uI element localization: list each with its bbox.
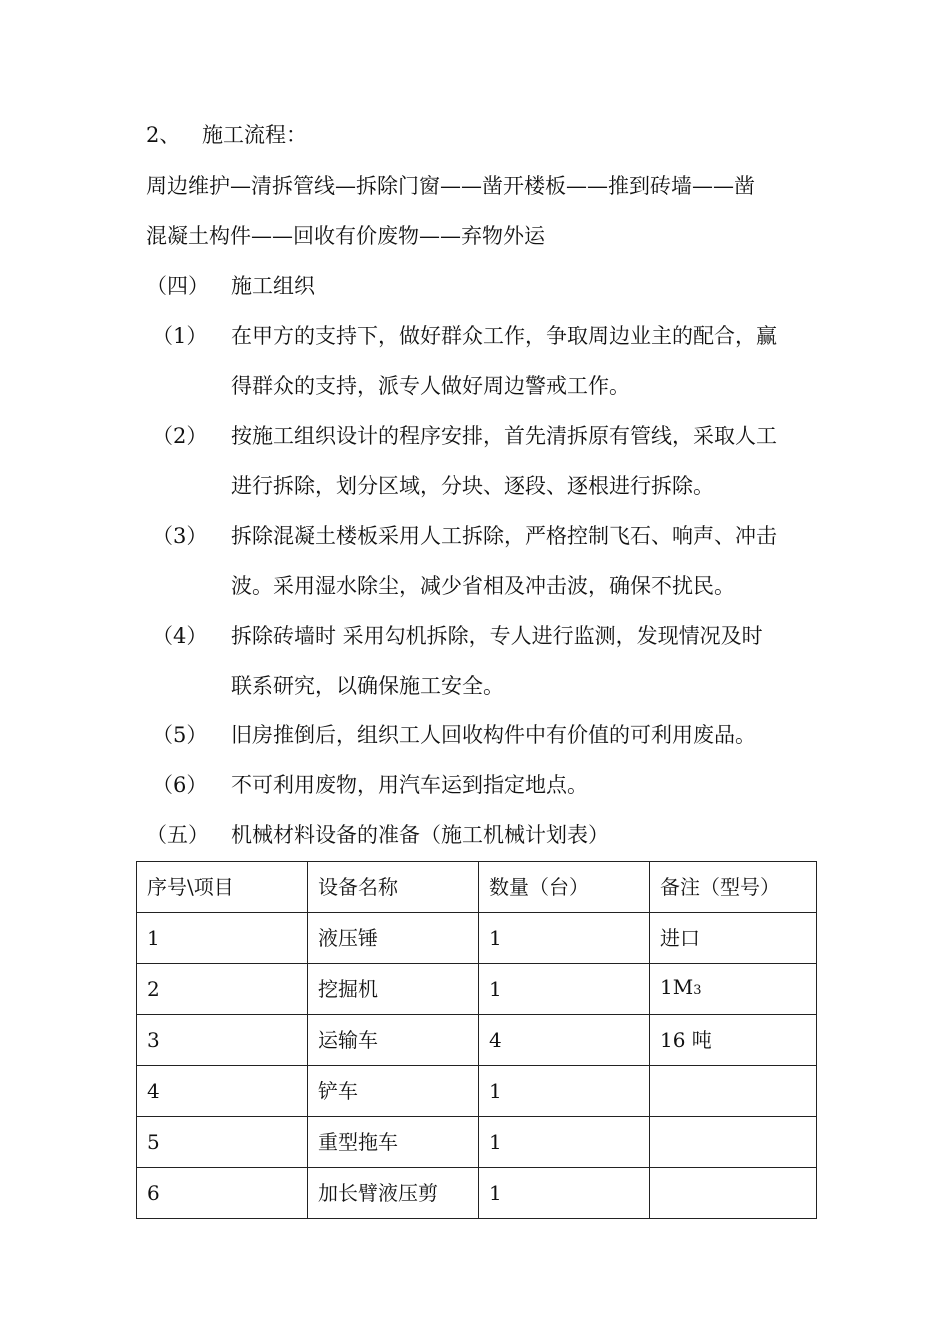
flow-line-1: 周边维护—清拆管线—拆除门窗——凿开楼板——推到砖墙——凿 <box>146 174 755 198</box>
section-5-number: （五） <box>146 823 209 847</box>
table-header-row <box>137 862 817 913</box>
item-line: 波。采用湿水除尘，减少省相及冲击波，确保不扰民。 <box>231 574 735 598</box>
item-line: 拆除混凝土楼板采用人工拆除，严格控制飞石、响声、冲击 <box>231 524 777 548</box>
section-2-number: 2、 <box>146 123 181 147</box>
item-number: （4） <box>152 624 208 648</box>
section-2-title: 施工流程： <box>202 123 307 147</box>
item-line: 在甲方的支持下，做好群众工作，争取周边业主的配合，赢 <box>231 324 777 348</box>
section-5-title: 机械材料设备的准备（施工机械计划表） <box>231 823 609 847</box>
table-cell <box>650 1168 817 1219</box>
table-cell: 挖掘机 <box>308 964 479 1015</box>
section-4-number: （四） <box>146 274 209 298</box>
table-cell: 运输车 <box>308 1015 479 1066</box>
table-cell: 5 <box>137 1117 308 1168</box>
table-header-cell: 设备名称 <box>308 862 479 913</box>
item-number: （3） <box>152 524 208 548</box>
table-row <box>137 964 817 1015</box>
table-cell: 1 <box>479 1066 650 1117</box>
item-line: 拆除砖墙时 采用勾机拆除，专人进行监测，发现情况及时 <box>231 624 763 648</box>
table-cell: 4 <box>479 1015 650 1066</box>
table-cell: 铲车 <box>308 1066 479 1117</box>
item-line: 旧房推倒后，组织工人回收构件中有价值的可利用废品。 <box>231 723 756 747</box>
table-row <box>137 1168 817 1219</box>
table-cell: 1 <box>479 964 650 1015</box>
item-line: 不可利用废物，用汽车运到指定地点。 <box>231 773 588 797</box>
table-row <box>137 1117 817 1168</box>
table-cell: 重型拖车 <box>308 1117 479 1168</box>
equipment-table <box>136 861 817 1219</box>
flow-line-2: 混凝土构件——回收有价废物——弃物外运 <box>146 224 545 248</box>
table-cell: 加长臂液压剪 <box>308 1168 479 1219</box>
section-4-title: 施工组织 <box>231 274 315 298</box>
table-row <box>137 1066 817 1117</box>
table-cell: 3 <box>137 1015 308 1066</box>
table-header-cell: 数量（台） <box>479 862 650 913</box>
item-line: 进行拆除，划分区域，分块、逐段、逐根进行拆除。 <box>231 474 714 498</box>
table-row <box>137 913 817 964</box>
table-row <box>137 1015 817 1066</box>
table-cell: 1M3 <box>650 964 817 1015</box>
item-number: （5） <box>152 723 208 747</box>
item-number: （1） <box>152 324 208 348</box>
table-cell: 1 <box>479 913 650 964</box>
table-cell: 6 <box>137 1168 308 1219</box>
item-number: （6） <box>152 773 208 797</box>
table-cell: 16 吨 <box>650 1015 817 1066</box>
table-cell: 进口 <box>650 913 817 964</box>
unit-superscript: 3 <box>693 983 702 998</box>
table-header-cell: 备注（型号） <box>650 862 817 913</box>
table-cell: 1 <box>137 913 308 964</box>
item-line: 联系研究，以确保施工安全。 <box>231 674 504 698</box>
table-cell: 液压锤 <box>308 913 479 964</box>
table-cell: 1 <box>479 1117 650 1168</box>
table-cell <box>650 1117 817 1168</box>
table-cell: 1 <box>479 1168 650 1219</box>
item-line: 按施工组织设计的程序安排，首先清拆原有管线，采取人工 <box>231 424 777 448</box>
table-cell: 2 <box>137 964 308 1015</box>
item-line: 得群众的支持，派专人做好周边警戒工作。 <box>231 374 630 398</box>
table-cell <box>650 1066 817 1117</box>
item-number: （2） <box>152 424 208 448</box>
table-header-cell: 序号\项目 <box>137 862 308 913</box>
table-cell: 4 <box>137 1066 308 1117</box>
